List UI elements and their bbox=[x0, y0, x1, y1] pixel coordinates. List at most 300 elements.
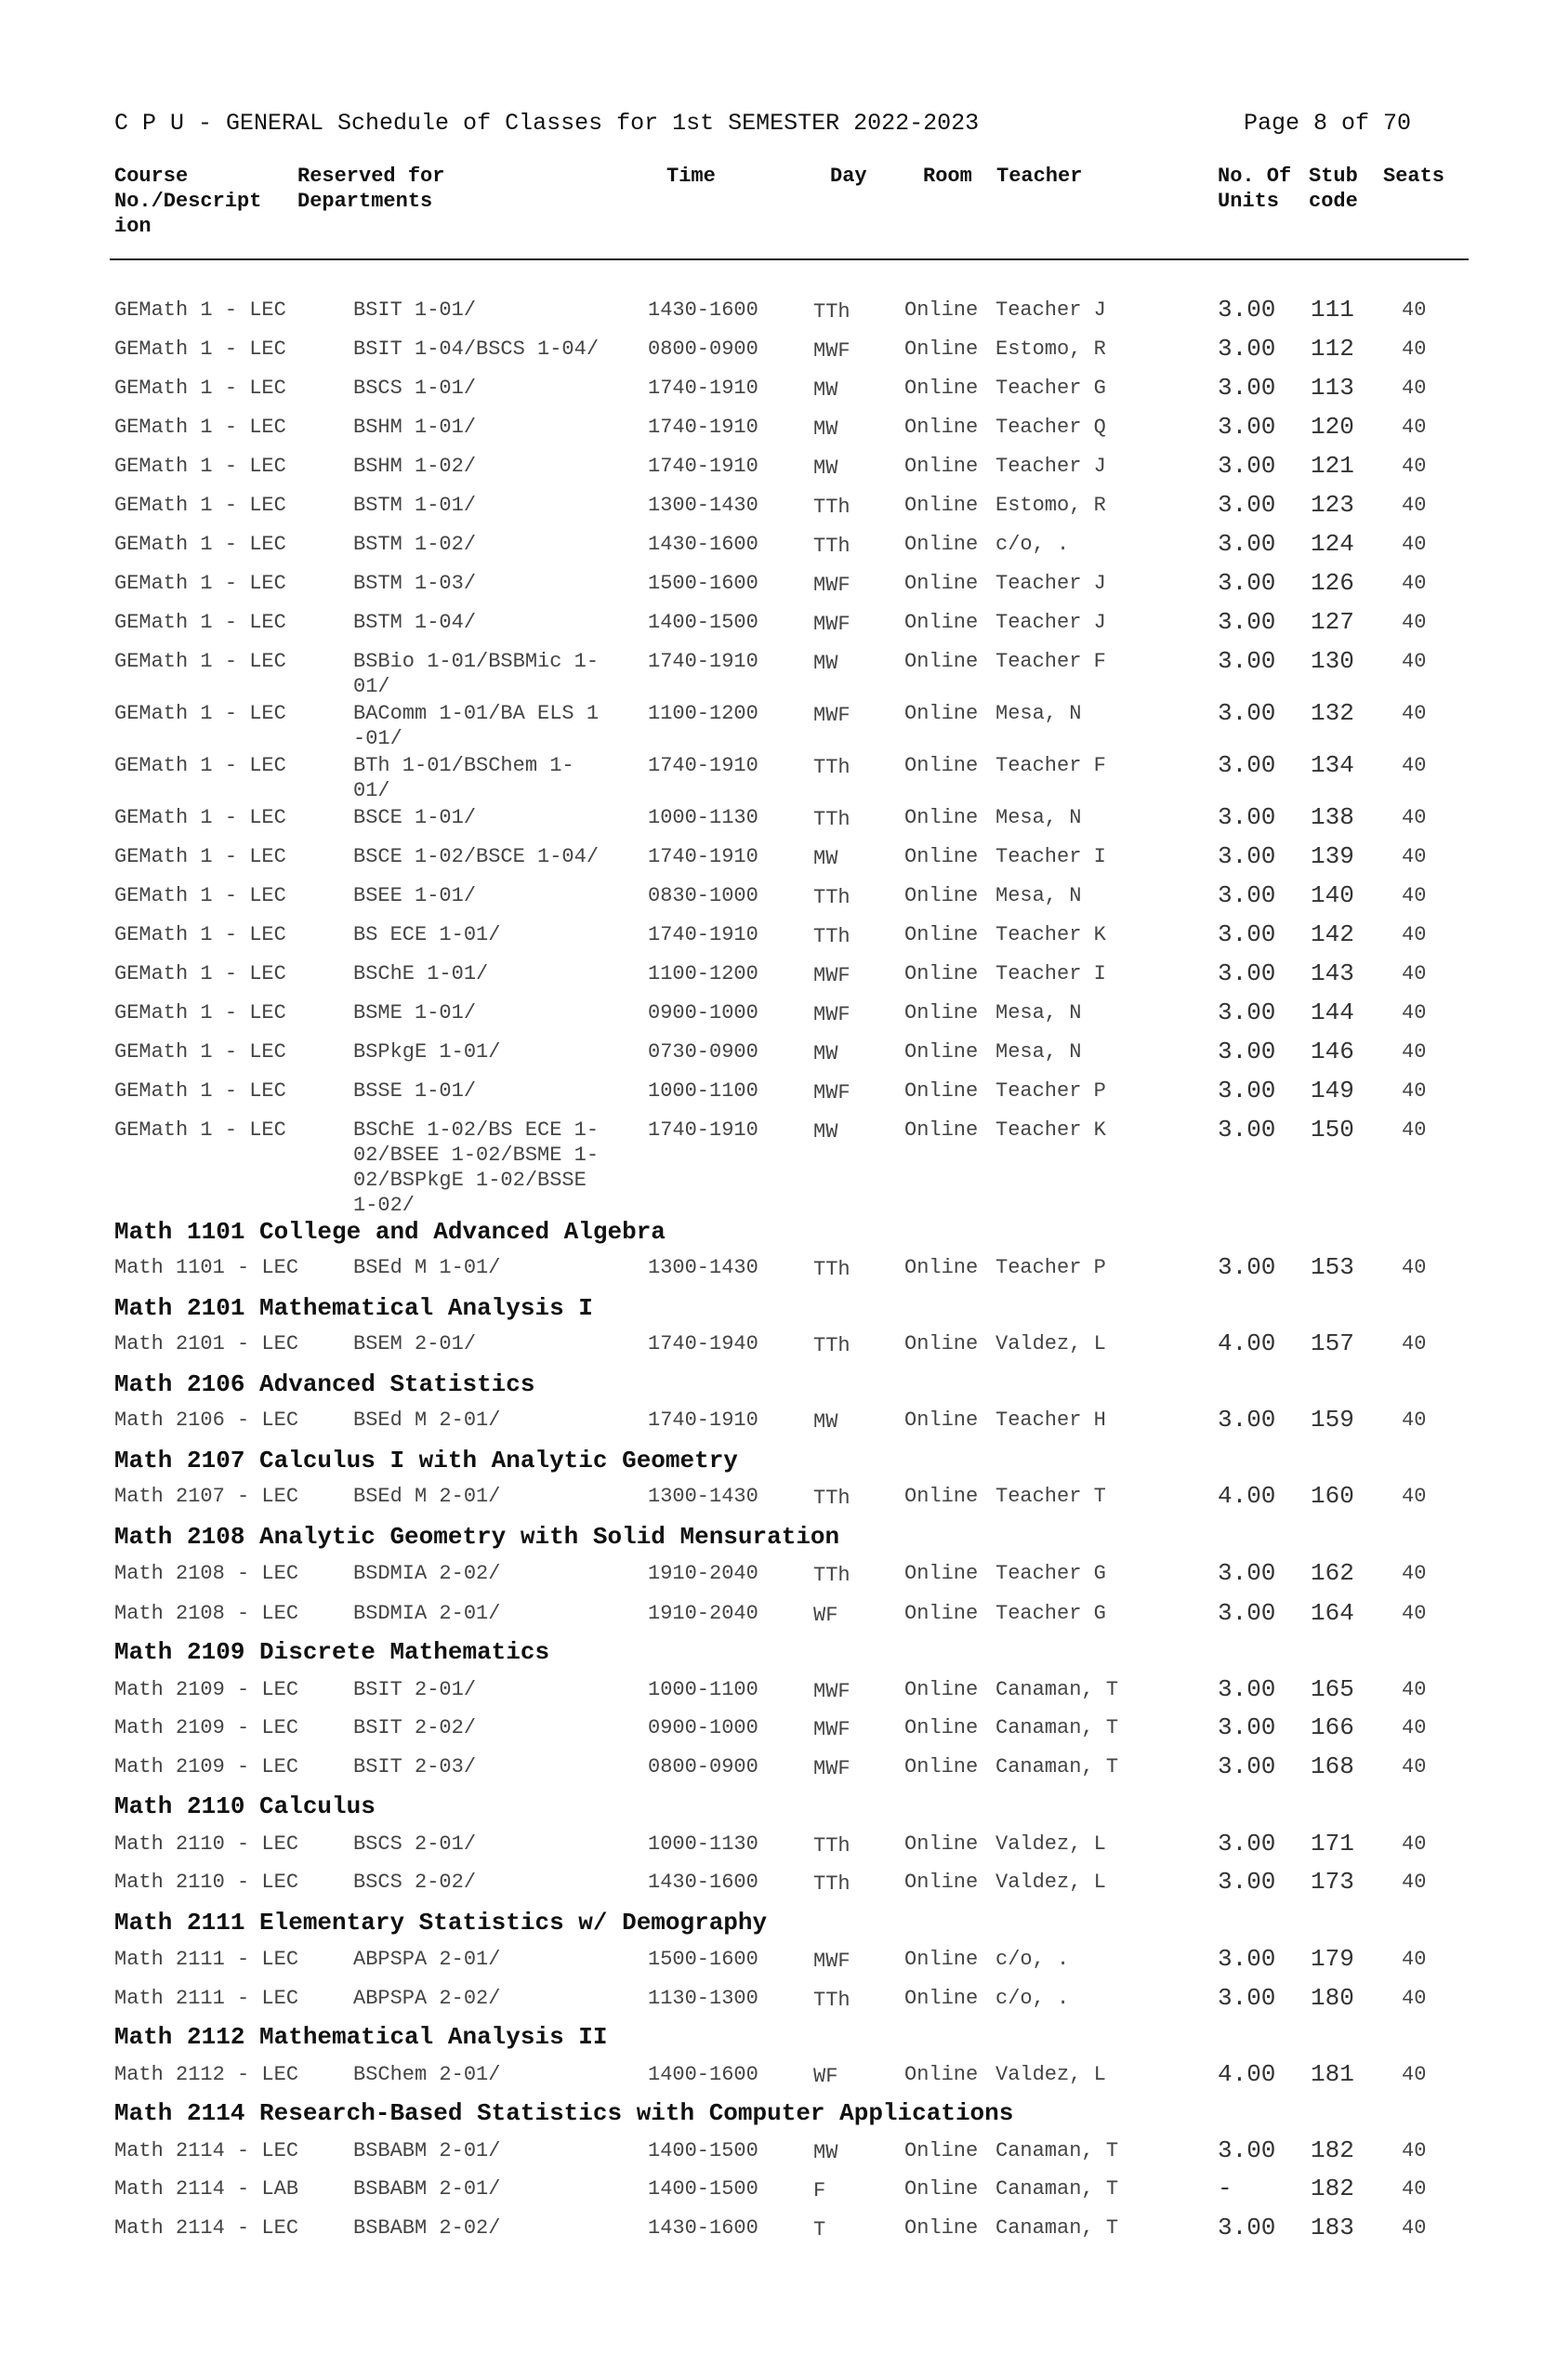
cell-course: GEMath 1 - LEC bbox=[114, 298, 286, 322]
cell-time: 0800-0900 bbox=[648, 1755, 758, 1778]
cell-seats: 40 bbox=[1402, 962, 1427, 985]
cell-day: TTh bbox=[813, 756, 851, 779]
cell-course: Math 2111 - LEC bbox=[114, 1948, 299, 1971]
cell-units: 3.00 bbox=[1218, 2136, 1276, 2164]
cell-reserved: BSEM 2-01/ bbox=[353, 1332, 477, 1355]
cell-seats: 40 bbox=[1402, 377, 1427, 400]
cell-reserved: BSIT 1-04/BSCS 1-04/ bbox=[353, 337, 600, 361]
cell-room: Online bbox=[904, 806, 979, 829]
cell-day: MW bbox=[813, 1410, 838, 1434]
cell-teacher: Valdez, L bbox=[996, 1332, 1106, 1355]
cell-reserved: BSIT 2-01/ bbox=[353, 1678, 477, 1701]
course-section-heading: Math 2106 Advanced Statistics bbox=[114, 1370, 535, 1398]
cell-units: 3.00 bbox=[1218, 1253, 1276, 1281]
cell-teacher: Valdez, L bbox=[996, 2063, 1106, 2086]
cell-units: 3.00 bbox=[1218, 608, 1276, 636]
cell-reserved: BSSE 1-01/ bbox=[353, 1079, 477, 1103]
cell-units: 3.00 bbox=[1218, 959, 1276, 987]
cell-seats: 40 bbox=[1402, 1602, 1427, 1625]
cell-time: 1500-1600 bbox=[648, 572, 758, 595]
cell-reserved: ABPSPA 2-02/ bbox=[353, 1987, 501, 2010]
cell-teacher: Mesa, N bbox=[996, 884, 1082, 907]
cell-time: 1740-1910 bbox=[648, 1408, 758, 1432]
cell-units: 3.00 bbox=[1218, 335, 1276, 363]
cell-time: 1400-1500 bbox=[648, 2139, 758, 2162]
cell-seats: 40 bbox=[1402, 572, 1427, 595]
cell-room: Online bbox=[904, 923, 979, 946]
cell-reserved: BSHM 1-01/ bbox=[353, 416, 477, 439]
cell-stub: 160 bbox=[1311, 1482, 1354, 1510]
cell-seats: 40 bbox=[1402, 702, 1427, 725]
cell-seats: 40 bbox=[1402, 416, 1427, 439]
cell-stub: 180 bbox=[1311, 1984, 1354, 2012]
cell-reserved: BSBABM 2-01/ bbox=[353, 2139, 501, 2162]
cell-stub: 182 bbox=[1311, 2136, 1354, 2164]
cell-time: 1740-1910 bbox=[648, 377, 758, 400]
cell-stub: 132 bbox=[1311, 699, 1354, 727]
cell-course: Math 2112 - LEC bbox=[114, 2063, 299, 2086]
cell-units: 3.00 bbox=[1218, 881, 1276, 909]
cell-room: Online bbox=[904, 1562, 979, 1585]
cell-stub: 134 bbox=[1311, 751, 1354, 779]
cell-units: 3.00 bbox=[1218, 569, 1276, 597]
col-course: Course No./Descript ion bbox=[114, 165, 262, 238]
cell-teacher: Teacher I bbox=[996, 845, 1106, 868]
cell-day: MWF bbox=[813, 1757, 851, 1780]
cell-course: Math 2114 - LAB bbox=[114, 2177, 299, 2201]
cell-day: TTh bbox=[813, 496, 851, 519]
cell-units: 3.00 bbox=[1218, 803, 1276, 831]
cell-units: 3.00 bbox=[1218, 1675, 1276, 1703]
cell-seats: 40 bbox=[1402, 1118, 1427, 1142]
cell-course: Math 2111 - LEC bbox=[114, 1987, 299, 2010]
cell-room: Online bbox=[904, 2216, 979, 2240]
cell-seats: 40 bbox=[1402, 1678, 1427, 1701]
cell-course: GEMath 1 - LEC bbox=[114, 1001, 286, 1025]
cell-course: GEMath 1 - LEC bbox=[114, 650, 286, 673]
cell-teacher: Canaman, T bbox=[996, 2177, 1119, 2201]
cell-time: 1740-1910 bbox=[648, 923, 758, 946]
cell-day: MW bbox=[813, 2141, 838, 2164]
cell-room: Online bbox=[904, 2139, 979, 2162]
cell-course: Math 2107 - LEC bbox=[114, 1485, 299, 1508]
cell-room: Online bbox=[904, 1485, 979, 1508]
cell-time: 1740-1910 bbox=[648, 416, 758, 439]
cell-seats: 40 bbox=[1402, 845, 1427, 868]
cell-stub: 140 bbox=[1311, 881, 1354, 909]
cell-course: GEMath 1 - LEC bbox=[114, 806, 286, 829]
cell-seats: 40 bbox=[1402, 1485, 1427, 1508]
cell-units: 3.00 bbox=[1218, 530, 1276, 558]
cell-teacher: Teacher P bbox=[996, 1079, 1106, 1103]
cell-reserved: BSChE 1-01/ bbox=[353, 962, 489, 985]
cell-stub: 179 bbox=[1311, 1945, 1354, 1973]
cell-stub: 144 bbox=[1311, 998, 1354, 1026]
cell-time: 1400-1500 bbox=[648, 611, 758, 634]
cell-stub: 121 bbox=[1311, 452, 1354, 480]
cell-reserved: BSBio 1-01/BSBMic 1- 01/ bbox=[353, 650, 600, 698]
cell-units: 3.00 bbox=[1218, 920, 1276, 948]
cell-seats: 40 bbox=[1402, 1987, 1427, 2010]
cell-day: MWF bbox=[813, 1680, 851, 1703]
cell-teacher: Canaman, T bbox=[996, 2139, 1119, 2162]
cell-day: TTh bbox=[813, 886, 851, 909]
page-number: Page 8 of 70 bbox=[1244, 110, 1412, 137]
cell-room: Online bbox=[904, 611, 979, 634]
page-title: C P U - GENERAL Schedule of Classes for 1st SEMESTER 2022-2023 bbox=[114, 110, 980, 137]
cell-time: 1430-1600 bbox=[648, 1871, 758, 1894]
cell-teacher: Teacher I bbox=[996, 962, 1106, 985]
cell-room: Online bbox=[904, 1832, 979, 1856]
cell-time: 1500-1600 bbox=[648, 1948, 758, 1971]
cell-reserved: ABPSPA 2-01/ bbox=[353, 1948, 501, 1971]
cell-room: Online bbox=[904, 494, 979, 517]
cell-teacher: Teacher J bbox=[996, 455, 1106, 478]
cell-course: GEMath 1 - LEC bbox=[114, 884, 286, 907]
cell-seats: 40 bbox=[1402, 1948, 1427, 1971]
cell-seats: 40 bbox=[1402, 2177, 1427, 2201]
cell-day: TTh bbox=[813, 1487, 851, 1510]
cell-time: 1740-1910 bbox=[648, 754, 758, 777]
course-section-heading: Math 2109 Discrete Mathematics bbox=[114, 1638, 550, 1666]
cell-teacher: Canaman, T bbox=[996, 1678, 1119, 1701]
cell-seats: 40 bbox=[1402, 1871, 1427, 1894]
cell-seats: 40 bbox=[1402, 1716, 1427, 1739]
cell-seats: 40 bbox=[1402, 1832, 1427, 1856]
cell-stub: 139 bbox=[1311, 842, 1354, 870]
cell-day: WF bbox=[813, 1604, 838, 1627]
cell-course: Math 2108 - LEC bbox=[114, 1562, 299, 1585]
cell-day: MWF bbox=[813, 1081, 851, 1104]
col-room: Room bbox=[923, 165, 972, 188]
cell-teacher: Teacher K bbox=[996, 923, 1106, 946]
cell-time: 1300-1430 bbox=[648, 1256, 758, 1279]
cell-time: 1300-1430 bbox=[648, 1485, 758, 1508]
cell-reserved: BSIT 2-03/ bbox=[353, 1755, 477, 1778]
cell-seats: 40 bbox=[1402, 1079, 1427, 1103]
cell-room: Online bbox=[904, 1602, 979, 1625]
cell-day: MW bbox=[813, 456, 838, 480]
cell-stub: 162 bbox=[1311, 1559, 1354, 1587]
cell-reserved: BSEE 1-01/ bbox=[353, 884, 477, 907]
cell-time: 1910-2040 bbox=[648, 1602, 758, 1625]
course-section-heading: Math 2110 Calculus bbox=[114, 1792, 376, 1820]
cell-units: 3.00 bbox=[1218, 452, 1276, 480]
cell-seats: 40 bbox=[1402, 650, 1427, 673]
cell-room: Online bbox=[904, 1079, 979, 1103]
cell-teacher: Mesa, N bbox=[996, 806, 1082, 829]
cell-course: GEMath 1 - LEC bbox=[114, 702, 286, 725]
col-day: Day bbox=[830, 165, 867, 188]
cell-time: 1400-1600 bbox=[648, 2063, 758, 2086]
cell-room: Online bbox=[904, 416, 979, 439]
cell-room: Online bbox=[904, 1716, 979, 1739]
cell-day: MWF bbox=[813, 704, 851, 727]
cell-units: 3.00 bbox=[1218, 374, 1276, 402]
cell-teacher: Canaman, T bbox=[996, 1755, 1119, 1778]
cell-course: GEMath 1 - LEC bbox=[114, 337, 286, 361]
cell-seats: 40 bbox=[1402, 1256, 1427, 1279]
cell-time: 1130-1300 bbox=[648, 1987, 758, 2010]
cell-stub: 142 bbox=[1311, 920, 1354, 948]
cell-teacher: Mesa, N bbox=[996, 1001, 1082, 1025]
cell-room: Online bbox=[904, 1040, 979, 1064]
cell-stub: 183 bbox=[1311, 2214, 1354, 2241]
cell-teacher: c/o, . bbox=[996, 1948, 1070, 1971]
col-teacher: Teacher bbox=[996, 165, 1083, 188]
course-section-heading: Math 1101 College and Advanced Algebra bbox=[114, 1218, 666, 1246]
cell-reserved: BS ECE 1-01/ bbox=[353, 923, 501, 946]
cell-stub: 113 bbox=[1311, 374, 1354, 402]
cell-time: 1740-1910 bbox=[648, 1118, 758, 1142]
cell-stub: 150 bbox=[1311, 1116, 1354, 1144]
cell-course: GEMath 1 - LEC bbox=[114, 455, 286, 478]
cell-time: 1000-1130 bbox=[648, 806, 758, 829]
cell-teacher: Teacher H bbox=[996, 1408, 1106, 1432]
cell-reserved: BSCE 1-01/ bbox=[353, 806, 477, 829]
cell-units: 3.00 bbox=[1218, 296, 1276, 324]
cell-seats: 40 bbox=[1402, 884, 1427, 907]
cell-day: MWF bbox=[813, 339, 851, 363]
cell-seats: 40 bbox=[1402, 1332, 1427, 1355]
col-seats: Seats bbox=[1383, 165, 1445, 188]
cell-units: 3.00 bbox=[1218, 1945, 1276, 1973]
cell-room: Online bbox=[904, 2063, 979, 2086]
cell-day: MWF bbox=[813, 613, 851, 636]
col-reserved: Reserved for Departments bbox=[297, 165, 445, 213]
cell-day: MWF bbox=[813, 1950, 851, 1973]
cell-day: TTh bbox=[813, 535, 851, 558]
cell-reserved: BSTM 1-01/ bbox=[353, 494, 477, 517]
cell-units: 3.00 bbox=[1218, 1077, 1276, 1104]
cell-stub: 181 bbox=[1311, 2060, 1354, 2088]
cell-reserved: BSTM 1-03/ bbox=[353, 572, 477, 595]
cell-teacher: Teacher K bbox=[996, 1118, 1106, 1142]
cell-teacher: Teacher G bbox=[996, 377, 1106, 400]
cell-day: TTh bbox=[813, 300, 851, 324]
cell-reserved: BSChE 1-02/BS ECE 1- 02/BSEE 1-02/BSME 1- 02/BSPkgE 1-02/BSSE 1-02/ bbox=[353, 1118, 600, 1217]
cell-course: GEMath 1 - LEC bbox=[114, 754, 286, 777]
cell-course: GEMath 1 - LEC bbox=[114, 1040, 286, 1064]
cell-time: 0800-0900 bbox=[648, 337, 758, 361]
cell-reserved: BSIT 1-01/ bbox=[353, 298, 477, 322]
cell-day: TTh bbox=[813, 1334, 851, 1357]
cell-teacher: Canaman, T bbox=[996, 2216, 1119, 2240]
cell-stub: 146 bbox=[1311, 1038, 1354, 1065]
cell-reserved: BSEd M 1-01/ bbox=[353, 1256, 501, 1279]
cell-room: Online bbox=[904, 845, 979, 868]
cell-day: MWF bbox=[813, 1718, 851, 1741]
cell-stub: 120 bbox=[1311, 413, 1354, 441]
cell-course: Math 2109 - LEC bbox=[114, 1716, 299, 1739]
cell-stub: 143 bbox=[1311, 959, 1354, 987]
cell-seats: 40 bbox=[1402, 806, 1427, 829]
cell-stub: 126 bbox=[1311, 569, 1354, 597]
cell-units: 3.00 bbox=[1218, 647, 1276, 675]
cell-units: 3.00 bbox=[1218, 699, 1276, 727]
cell-units: 3.00 bbox=[1218, 998, 1276, 1026]
cell-teacher: Teacher Q bbox=[996, 416, 1106, 439]
cell-time: 0730-0900 bbox=[648, 1040, 758, 1064]
cell-time: 0900-1000 bbox=[648, 1001, 758, 1025]
cell-stub: 157 bbox=[1311, 1329, 1354, 1357]
col-time: Time bbox=[666, 165, 716, 188]
cell-day: TTh bbox=[813, 1834, 851, 1858]
cell-course: GEMath 1 - LEC bbox=[114, 572, 286, 595]
cell-room: Online bbox=[904, 2177, 979, 2201]
cell-units: 3.00 bbox=[1218, 491, 1276, 519]
cell-room: Online bbox=[904, 1755, 979, 1778]
cell-units: 3.00 bbox=[1218, 1038, 1276, 1065]
cell-reserved: BSEd M 2-01/ bbox=[353, 1485, 501, 1508]
cell-teacher: Teacher G bbox=[996, 1602, 1106, 1625]
cell-teacher: Valdez, L bbox=[996, 1871, 1106, 1894]
cell-teacher: c/o, . bbox=[996, 533, 1070, 556]
course-section-heading: Math 2112 Mathematical Analysis II bbox=[114, 2023, 608, 2051]
cell-stub: 153 bbox=[1311, 1253, 1354, 1281]
cell-seats: 40 bbox=[1402, 611, 1427, 634]
cell-stub: 124 bbox=[1311, 530, 1354, 558]
cell-seats: 40 bbox=[1402, 754, 1427, 777]
cell-units: 3.00 bbox=[1218, 1984, 1276, 2012]
cell-reserved: BSDMIA 2-02/ bbox=[353, 1562, 501, 1585]
cell-reserved: BSChem 2-01/ bbox=[353, 2063, 501, 2086]
cell-reserved: BSCS 2-01/ bbox=[353, 1832, 477, 1856]
cell-course: GEMath 1 - LEC bbox=[114, 494, 286, 517]
cell-course: GEMath 1 - LEC bbox=[114, 416, 286, 439]
cell-teacher: Teacher G bbox=[996, 1562, 1106, 1585]
cell-room: Online bbox=[904, 1678, 979, 1701]
cell-units: 3.00 bbox=[1218, 1406, 1276, 1434]
cell-seats: 40 bbox=[1402, 923, 1427, 946]
cell-teacher: Estomo, R bbox=[996, 337, 1106, 361]
cell-time: 1400-1500 bbox=[648, 2177, 758, 2201]
cell-reserved: BSCS 1-01/ bbox=[353, 377, 477, 400]
col-units: No. Of Units bbox=[1218, 165, 1292, 213]
cell-stub: 149 bbox=[1311, 1077, 1354, 1104]
cell-reserved: BSCE 1-02/BSCE 1-04/ bbox=[353, 845, 600, 868]
course-section-heading: Math 2101 Mathematical Analysis I bbox=[114, 1294, 593, 1322]
cell-course: GEMath 1 - LEC bbox=[114, 923, 286, 946]
cell-time: 1100-1200 bbox=[648, 962, 758, 985]
cell-reserved: BSBABM 2-02/ bbox=[353, 2216, 501, 2240]
cell-units: 3.00 bbox=[1218, 1713, 1276, 1741]
cell-day: TTh bbox=[813, 925, 851, 948]
cell-stub: 173 bbox=[1311, 1868, 1354, 1896]
cell-day: TTh bbox=[813, 1872, 851, 1896]
cell-stub: 130 bbox=[1311, 647, 1354, 675]
cell-course: GEMath 1 - LEC bbox=[114, 1079, 286, 1103]
cell-stub: 171 bbox=[1311, 1830, 1354, 1858]
cell-course: Math 2114 - LEC bbox=[114, 2139, 299, 2162]
cell-day: MW bbox=[813, 652, 838, 675]
cell-stub: 138 bbox=[1311, 803, 1354, 831]
cell-stub: 165 bbox=[1311, 1675, 1354, 1703]
cell-course: Math 2114 - LEC bbox=[114, 2216, 299, 2240]
cell-seats: 40 bbox=[1402, 2063, 1427, 2086]
cell-teacher: Mesa, N bbox=[996, 1040, 1082, 1064]
cell-day: MWF bbox=[813, 574, 851, 597]
cell-course: GEMath 1 - LEC bbox=[114, 1118, 286, 1142]
cell-reserved: BSEd M 2-01/ bbox=[353, 1408, 501, 1432]
cell-teacher: Teacher J bbox=[996, 572, 1106, 595]
header-divider bbox=[110, 258, 1469, 260]
cell-reserved: BTh 1-01/BSChem 1- 01/ bbox=[353, 754, 574, 802]
cell-time: 1000-1130 bbox=[648, 1832, 758, 1856]
cell-day: MW bbox=[813, 1120, 838, 1144]
cell-room: Online bbox=[904, 1332, 979, 1355]
cell-reserved: BSCS 2-02/ bbox=[353, 1871, 477, 1894]
cell-seats: 40 bbox=[1402, 337, 1427, 361]
cell-room: Online bbox=[904, 1871, 979, 1894]
cell-room: Online bbox=[904, 533, 979, 556]
cell-stub: 182 bbox=[1311, 2175, 1354, 2202]
cell-time: 1740-1910 bbox=[648, 455, 758, 478]
cell-day: TTh bbox=[813, 1989, 851, 2012]
cell-stub: 164 bbox=[1311, 1599, 1354, 1627]
cell-time: 1430-1600 bbox=[648, 2216, 758, 2240]
cell-room: Online bbox=[904, 1948, 979, 1971]
cell-room: Online bbox=[904, 572, 979, 595]
cell-units: 3.00 bbox=[1218, 1830, 1276, 1858]
cell-seats: 40 bbox=[1402, 2139, 1427, 2162]
cell-units: 3.00 bbox=[1218, 1599, 1276, 1627]
cell-stub: 166 bbox=[1311, 1713, 1354, 1741]
cell-teacher: Valdez, L bbox=[996, 1832, 1106, 1856]
cell-room: Online bbox=[904, 884, 979, 907]
cell-seats: 40 bbox=[1402, 1001, 1427, 1025]
cell-room: Online bbox=[904, 337, 979, 361]
cell-reserved: BSTM 1-02/ bbox=[353, 533, 477, 556]
cell-time: 1430-1600 bbox=[648, 298, 758, 322]
cell-teacher: Teacher J bbox=[996, 611, 1106, 634]
cell-units: 4.00 bbox=[1218, 1329, 1276, 1357]
cell-room: Online bbox=[904, 962, 979, 985]
cell-units: 4.00 bbox=[1218, 1482, 1276, 1510]
cell-stub: 123 bbox=[1311, 491, 1354, 519]
cell-room: Online bbox=[904, 377, 979, 400]
cell-teacher: c/o, . bbox=[996, 1987, 1070, 2010]
cell-day: MWF bbox=[813, 1003, 851, 1026]
cell-day: F bbox=[813, 2179, 826, 2202]
cell-units: 3.00 bbox=[1218, 842, 1276, 870]
cell-seats: 40 bbox=[1402, 455, 1427, 478]
cell-day: WF bbox=[813, 2065, 838, 2088]
cell-day: T bbox=[813, 2218, 826, 2241]
cell-time: 0900-1000 bbox=[648, 1716, 758, 1739]
cell-day: TTh bbox=[813, 1258, 851, 1281]
cell-time: 1000-1100 bbox=[648, 1079, 758, 1103]
cell-course: GEMath 1 - LEC bbox=[114, 611, 286, 634]
course-section-heading: Math 2108 Analytic Geometry with Solid Mensuration bbox=[114, 1523, 840, 1551]
cell-room: Online bbox=[904, 702, 979, 725]
cell-room: Online bbox=[904, 455, 979, 478]
cell-reserved: BAComm 1-01/BA ELS 1 -01/ bbox=[353, 702, 600, 750]
cell-day: MW bbox=[813, 378, 838, 402]
cell-course: Math 2109 - LEC bbox=[114, 1755, 299, 1778]
cell-teacher: Teacher P bbox=[996, 1256, 1106, 1279]
cell-units: 3.00 bbox=[1218, 413, 1276, 441]
cell-course: Math 2110 - LEC bbox=[114, 1832, 299, 1856]
cell-course: Math 2106 - LEC bbox=[114, 1408, 299, 1432]
cell-room: Online bbox=[904, 1118, 979, 1142]
cell-units: 3.00 bbox=[1218, 1559, 1276, 1587]
cell-teacher: Canaman, T bbox=[996, 1716, 1119, 1739]
cell-course: GEMath 1 - LEC bbox=[114, 533, 286, 556]
cell-room: Online bbox=[904, 298, 979, 322]
cell-seats: 40 bbox=[1402, 494, 1427, 517]
cell-time: 1100-1200 bbox=[648, 702, 758, 725]
